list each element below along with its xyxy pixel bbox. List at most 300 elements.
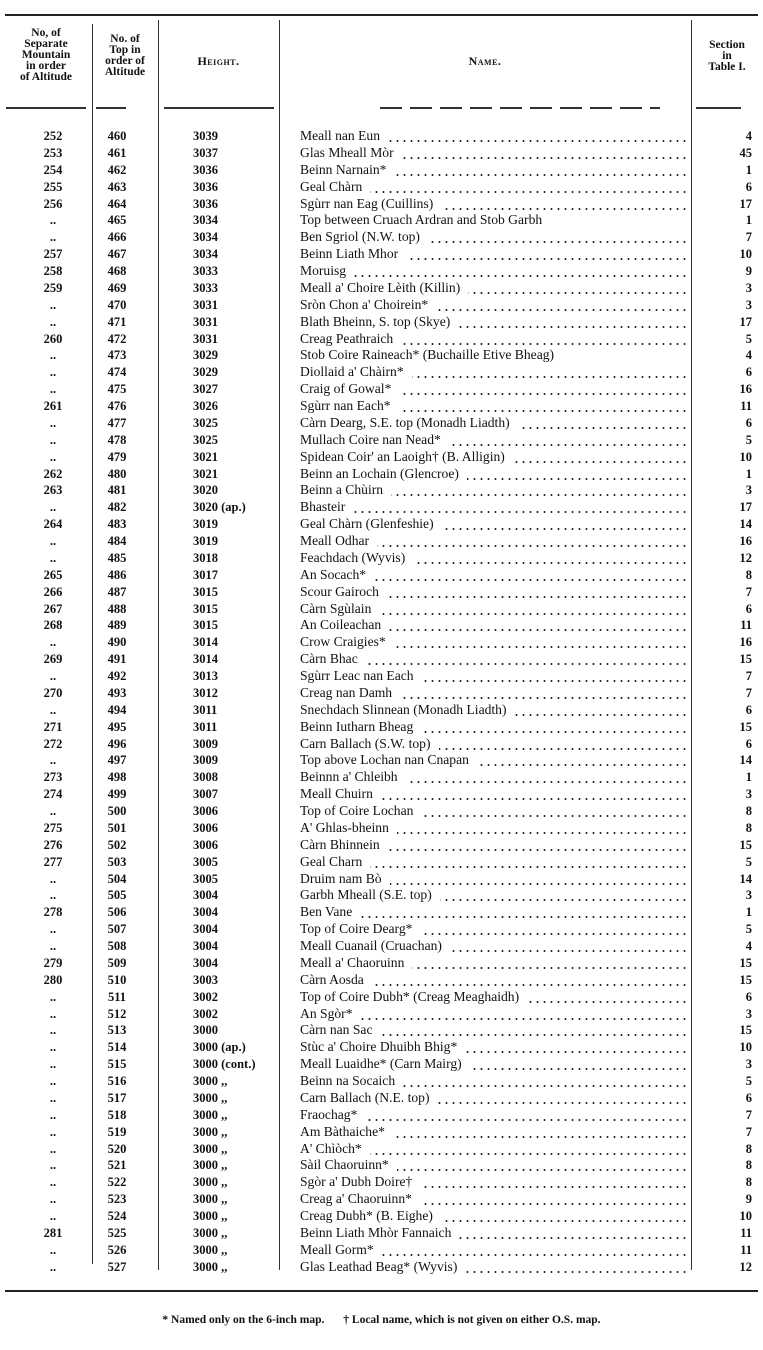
mountain-name: Top of Coire Lochan <box>300 803 414 818</box>
header-underline <box>96 107 126 109</box>
separate-mountain-number: 264 <box>43 517 63 532</box>
separate-mountain-number: .. <box>49 753 57 768</box>
mountain-name: Sgùrr Leac nan Each <box>300 668 414 683</box>
mountain-name: Meall Luaidhe* (Carn Mairg) <box>300 1056 462 1072</box>
mountain-name: Creag Peathraich <box>300 330 394 346</box>
separate-mountain-number: .. <box>49 922 57 937</box>
mountain-name: Top of Coire Dubh* (Creag Meaghaidh) <box>300 988 520 1004</box>
dot-leader <box>399 398 688 415</box>
top-number: 463 <box>107 179 127 194</box>
dot-leader <box>515 702 688 719</box>
mountain-name: Meall a' Chaoruinn <box>300 954 405 970</box>
table-row <box>0 989 763 1006</box>
section-number: 5 <box>745 432 752 447</box>
separate-mountain-number: 274 <box>43 787 63 802</box>
table-row <box>0 685 763 702</box>
separate-mountain-number: .. <box>49 888 57 903</box>
height-value: 3000 <box>193 1023 218 1038</box>
dot-leader <box>449 432 688 449</box>
section-number: 8 <box>745 567 752 582</box>
section-number: 15 <box>739 719 752 734</box>
table-row <box>0 449 763 466</box>
height-value: 3031 <box>193 331 218 346</box>
mountain-name: Crow Craigies* <box>300 634 386 650</box>
separate-mountain-number: .. <box>49 804 57 818</box>
separate-mountain-number: 266 <box>43 584 63 599</box>
dot-leader <box>420 921 688 938</box>
section-number: 7 <box>745 685 752 700</box>
top-number: 522 <box>107 1175 127 1190</box>
height-value: 3015 <box>193 584 218 599</box>
section-number: 11 <box>740 618 752 633</box>
mountain-name: Geal Chàrn (Glenfeshie) <box>300 516 434 532</box>
dot-leader <box>394 162 688 179</box>
top-number: 515 <box>107 1057 127 1072</box>
section-number: 3 <box>745 787 752 802</box>
mountain-name: Sgòr a' Dubh Doire† <box>300 1174 413 1190</box>
footnote-dagger: † Local name, which is not given on either O.S. map. <box>343 1314 601 1326</box>
top-number: 482 <box>107 500 127 515</box>
height-value: 3000 ,, <box>193 1209 228 1223</box>
top-number: 497 <box>107 753 127 768</box>
top-number: 490 <box>107 635 127 650</box>
top-number: 517 <box>107 1090 127 1105</box>
mountain-name: An Coileachan <box>300 617 382 633</box>
height-value: 3020 (ap.) <box>193 500 246 515</box>
top-number: 518 <box>107 1107 127 1122</box>
height-value: 3000 ,, <box>193 1141 228 1156</box>
footnotes <box>0 1314 763 1326</box>
mountain-name: Ben Sgriol (N.W. top) <box>300 229 420 245</box>
section-number: 5 <box>745 922 752 937</box>
top-number: 481 <box>107 483 127 498</box>
top-number: 460 <box>107 129 127 143</box>
height-value: 3000 ,, <box>193 1225 228 1240</box>
top-rule <box>5 14 758 16</box>
top-number: 485 <box>107 550 127 565</box>
mountain-table-body <box>0 128 763 1276</box>
section-number: 3 <box>745 483 752 498</box>
separate-mountain-number: 262 <box>43 466 63 481</box>
height-value: 3006 <box>193 820 218 835</box>
header-line: in order <box>26 60 66 72</box>
dot-leader <box>436 297 688 314</box>
height-value: 3004 <box>193 939 218 953</box>
dot-leader <box>440 887 688 904</box>
header-line: Separate <box>24 38 68 50</box>
section-number: 7 <box>745 230 752 245</box>
section-number: 15 <box>739 955 752 970</box>
section-number: 17 <box>739 500 752 515</box>
height-value: 3039 <box>193 129 218 143</box>
dot-leader <box>390 871 688 888</box>
height-value: 3019 <box>193 534 218 548</box>
separate-mountain-number: .. <box>49 939 57 953</box>
mountain-name: Top above Lochan nan Cnapan <box>300 752 469 768</box>
top-number: 470 <box>107 297 127 312</box>
mountain-name: Spidean Coir' an Laoigh† (B. Alligin) <box>300 448 505 464</box>
header-line: of Altitude <box>19 71 73 83</box>
top-number: 509 <box>107 955 127 970</box>
dot-leader <box>412 955 688 972</box>
section-number: 10 <box>739 449 752 464</box>
dot-leader <box>372 972 688 989</box>
mountain-name: Druim nam Bò <box>300 870 382 886</box>
section-number: 1 <box>745 213 752 228</box>
dot-leader <box>465 1259 688 1276</box>
table-row <box>0 887 763 904</box>
section-number: 11 <box>740 1242 752 1257</box>
section-number: 10 <box>739 247 752 262</box>
section-number: 7 <box>745 584 752 599</box>
section-number: 6 <box>745 601 752 616</box>
height-value: 3004 <box>193 922 218 937</box>
section-number: 8 <box>745 820 752 835</box>
section-number: 4 <box>745 129 752 143</box>
header-underline <box>6 107 86 109</box>
separate-mountain-number: .. <box>49 1057 57 1072</box>
section-number: 14 <box>739 517 752 532</box>
height-value: 3007 <box>193 787 218 802</box>
mountain-name: Beinn Liath Mhòr Fannaich <box>300 1224 452 1240</box>
section-number: 3 <box>745 280 752 295</box>
top-number: 494 <box>107 702 127 717</box>
header-line: Section <box>709 39 745 51</box>
height-value: 3000 ,, <box>193 1259 228 1274</box>
height-value: 3017 <box>193 567 218 582</box>
section-number: 3 <box>745 1006 752 1021</box>
header-line: in <box>722 50 732 62</box>
dot-leader <box>379 601 688 618</box>
section-number: 8 <box>745 1158 752 1173</box>
separate-mountain-number: .. <box>49 230 57 245</box>
top-number: 495 <box>107 719 127 734</box>
height-value: 3000 ,, <box>193 1074 228 1088</box>
table-row <box>0 651 763 668</box>
section-number: 1 <box>745 162 752 177</box>
height-value: 3012 <box>193 685 218 700</box>
section-number: 6 <box>745 702 752 717</box>
dot-leader <box>377 533 688 550</box>
mountain-name: Beinnn a' Chleibh <box>300 769 398 785</box>
section-number: 11 <box>740 1225 752 1240</box>
mountain-name: Meall a' Choire Lèith (Killin) <box>300 279 461 295</box>
dot-leader <box>467 466 688 483</box>
top-number: 487 <box>107 584 127 599</box>
dot-leader <box>422 668 688 685</box>
mountain-name: Beinn an Lochain (Glencroe) <box>300 465 459 481</box>
mountain-name: A' Ghlas-bheinn <box>300 819 389 835</box>
height-value: 3014 <box>193 652 218 667</box>
top-number: 464 <box>107 196 127 211</box>
mountain-name: Càrn Sgùlain <box>300 600 372 616</box>
dot-leader <box>439 736 688 753</box>
top-number: 471 <box>107 314 127 329</box>
mountain-name: Mullach Coire nan Nead* <box>300 431 441 447</box>
top-number: 502 <box>107 837 127 852</box>
separate-mountain-number: .. <box>49 702 57 717</box>
height-value: 3009 <box>193 736 218 751</box>
dot-leader <box>381 786 688 803</box>
height-value: 3021 <box>193 466 218 481</box>
separate-mountain-number: 261 <box>43 399 63 413</box>
top-number: 514 <box>107 1040 127 1055</box>
top-number: 474 <box>107 365 127 380</box>
height-value: 3013 <box>193 669 218 683</box>
section-number: 15 <box>739 837 752 852</box>
height-value: 3034 <box>193 230 218 245</box>
table-row <box>0 904 763 921</box>
section-number: 16 <box>739 635 752 650</box>
mountain-name: An Sgòr* <box>300 1005 353 1021</box>
height-value: 3002 <box>193 989 218 1004</box>
mountain-name: Càrn Dearg, S.E. top (Monadh Liadth) <box>300 414 510 430</box>
table-row <box>0 1022 763 1039</box>
separate-mountain-number: .. <box>49 1040 57 1055</box>
dot-leader <box>380 1022 688 1039</box>
dot-leader <box>403 1073 688 1090</box>
section-number: 7 <box>745 669 752 683</box>
mountain-name: Top of Coire Dearg* <box>300 921 413 937</box>
section-number: 3 <box>745 1057 752 1072</box>
mountain-name: Sròn Chon a' Choirein* <box>300 296 429 312</box>
separate-mountain-number: .. <box>49 989 57 1004</box>
header-line: Mountain <box>21 49 71 61</box>
dot-leader <box>459 1225 688 1242</box>
header-separate-mountain <box>0 28 92 83</box>
dot-leader <box>518 415 688 432</box>
separate-mountain-number: .. <box>49 1023 57 1038</box>
top-number: 469 <box>107 280 127 295</box>
table-row <box>0 212 763 229</box>
height-value: 3005 <box>193 871 218 886</box>
height-value: 3009 <box>193 753 218 768</box>
separate-mountain-number: 258 <box>43 264 63 278</box>
mountain-name: Creag a' Chaoruinn* <box>300 1191 412 1207</box>
top-number: 508 <box>107 939 127 953</box>
separate-mountain-number: .. <box>49 213 57 228</box>
separate-mountain-number: 280 <box>43 972 63 987</box>
separate-mountain-number: 257 <box>43 247 63 262</box>
table-row <box>0 314 763 331</box>
height-value: 3004 <box>193 888 218 903</box>
dot-leader <box>400 685 688 702</box>
mountain-name: Creag nan Damh <box>300 684 393 700</box>
mountain-name: Craig of Gowal* <box>300 381 392 397</box>
footnote-star: * Named only on the 6-inch map. <box>162 1314 325 1326</box>
header-underline <box>380 107 660 109</box>
top-number: 507 <box>107 922 127 937</box>
dot-leader <box>374 567 688 584</box>
separate-mountain-number: .. <box>49 1006 57 1021</box>
dot-leader <box>421 719 688 736</box>
header-top-number <box>92 34 158 78</box>
mountain-name: Geal Charn <box>300 853 363 869</box>
height-value: 3006 <box>193 837 218 852</box>
section-number: 4 <box>745 939 752 953</box>
separate-mountain-number: .. <box>49 500 57 515</box>
section-number: 10 <box>739 1209 752 1223</box>
dot-leader <box>406 769 688 786</box>
header-underline <box>696 107 741 109</box>
section-number: 14 <box>739 871 752 886</box>
height-value: 3000 (ap.) <box>193 1040 246 1055</box>
table-row <box>0 803 763 820</box>
mountain-name: Càrn Bhinnein <box>300 836 380 852</box>
top-number: 473 <box>107 348 127 363</box>
top-number: 480 <box>107 466 127 481</box>
separate-mountain-number: 271 <box>43 719 63 734</box>
table-row <box>0 1157 763 1174</box>
section-number: 4 <box>745 348 752 363</box>
section-number: 8 <box>745 1175 752 1190</box>
separate-mountain-number: .. <box>49 871 57 886</box>
mountain-name: Carn Ballach (S.W. top) <box>300 735 431 751</box>
height-value: 3036 <box>193 196 218 211</box>
dot-leader <box>370 179 688 196</box>
separate-mountain-number: .. <box>49 449 57 464</box>
table-row <box>0 1124 763 1141</box>
mountain-name: Beinn Iutharn Bheag <box>300 718 414 734</box>
table-row <box>0 196 763 213</box>
separate-mountain-number: 267 <box>43 601 63 616</box>
dot-leader <box>394 634 688 651</box>
dot-leader <box>513 449 688 466</box>
separate-mountain-number: .. <box>49 550 57 565</box>
header-line: Table I. <box>708 61 746 73</box>
dot-leader <box>397 820 688 837</box>
mountain-name: Am Bàthaiche* <box>300 1123 385 1139</box>
mountain-name: Càrn Bhac <box>300 651 358 667</box>
mountain-name: Bhasteir <box>300 499 346 515</box>
dot-leader <box>468 280 688 297</box>
height-value: 3020 <box>193 483 218 498</box>
top-number: 486 <box>107 567 127 582</box>
top-number: 504 <box>107 871 127 886</box>
dot-leader <box>420 1174 688 1191</box>
bottom-rule <box>5 1290 758 1292</box>
top-number: 462 <box>107 162 127 177</box>
mountain-name: Garbh Mheall (S.E. top) <box>300 887 432 903</box>
height-value: 3000 ,, <box>193 1107 228 1122</box>
table-row <box>0 601 763 618</box>
separate-mountain-number: 253 <box>43 145 63 160</box>
table-row <box>0 533 763 550</box>
section-number: 6 <box>745 365 752 380</box>
mountain-name: Blath Bheinn, S. top (Skye) <box>300 313 451 329</box>
top-number: 492 <box>107 669 127 683</box>
dot-leader <box>442 516 688 533</box>
table-row <box>0 719 763 736</box>
separate-mountain-number: .. <box>49 635 57 650</box>
dot-leader <box>354 263 688 280</box>
section-number: 6 <box>745 1090 752 1105</box>
dot-leader <box>387 584 688 601</box>
header-line: No. of <box>110 33 140 45</box>
mountain-name: Scour Gairoch <box>300 583 379 599</box>
table-row <box>0 854 763 871</box>
separate-mountain-number: .. <box>49 1141 57 1156</box>
height-value: 3019 <box>193 517 218 532</box>
height-value: 3036 <box>193 162 218 177</box>
table-row <box>0 466 763 483</box>
table-row <box>0 820 763 837</box>
separate-mountain-number: .. <box>49 1158 57 1173</box>
separate-mountain-number: .. <box>49 432 57 447</box>
separate-mountain-number: 254 <box>43 162 63 177</box>
separate-mountain-number: .. <box>49 1259 57 1274</box>
separate-mountain-number: .. <box>49 348 57 363</box>
table-row <box>0 128 763 145</box>
mountain-name: Meall Chuirn <box>300 786 373 802</box>
section-number: 1 <box>745 905 752 920</box>
table-row <box>0 1174 763 1191</box>
separate-mountain-number: .. <box>49 1090 57 1105</box>
separate-mountain-number: 272 <box>43 736 63 751</box>
table-row <box>0 871 763 888</box>
height-value: 3006 <box>193 804 218 818</box>
table-row <box>0 1191 763 1208</box>
separate-mountain-number: 277 <box>43 854 63 869</box>
dot-leader <box>406 246 688 263</box>
separate-mountain-number: .. <box>49 1175 57 1190</box>
dot-leader <box>393 1124 688 1141</box>
section-number: 16 <box>739 382 752 397</box>
dot-leader <box>353 499 688 516</box>
height-value: 3005 <box>193 854 218 869</box>
table-row <box>0 955 763 972</box>
height-value: 3026 <box>193 399 218 413</box>
height-value: 3034 <box>193 247 218 262</box>
header-line: No, of <box>31 27 61 39</box>
section-number: 11 <box>740 399 752 413</box>
mountain-name: Glas Mheall Mòr <box>300 144 394 160</box>
top-number: 510 <box>107 972 127 987</box>
mountain-name: Creag Dubh* (B. Eighe) <box>300 1208 433 1223</box>
header-line: Top in <box>109 44 141 56</box>
section-number: 14 <box>739 753 752 768</box>
table-row <box>0 347 763 364</box>
section-number: 9 <box>745 1192 752 1207</box>
table-row <box>0 1225 763 1242</box>
mountain-name: Moruisg <box>300 263 347 278</box>
section-number: 16 <box>739 534 752 548</box>
table-row <box>0 246 763 263</box>
section-number: 5 <box>745 331 752 346</box>
separate-mountain-number: 260 <box>43 331 63 346</box>
dot-leader <box>458 314 688 331</box>
table-row <box>0 837 763 854</box>
section-number: 12 <box>739 550 752 565</box>
mountain-name: Fraochag* <box>300 1106 358 1122</box>
top-number: 498 <box>107 770 127 785</box>
top-number: 461 <box>107 145 127 160</box>
top-number: 484 <box>107 534 127 548</box>
section-number: 1 <box>745 770 752 785</box>
dot-leader <box>401 331 688 348</box>
dot-leader <box>397 1157 688 1174</box>
separate-mountain-number: .. <box>49 669 57 683</box>
mountain-name: Meall Odhar <box>300 533 370 548</box>
top-number: 489 <box>107 618 127 633</box>
top-number: 466 <box>107 230 127 245</box>
separate-mountain-number: .. <box>49 382 57 397</box>
height-value: 3004 <box>193 905 218 920</box>
mountain-name: Meall Cuanail (Cruachan) <box>300 938 442 953</box>
section-number: 45 <box>739 145 752 160</box>
dot-leader <box>420 1191 688 1208</box>
section-number: 17 <box>739 314 752 329</box>
